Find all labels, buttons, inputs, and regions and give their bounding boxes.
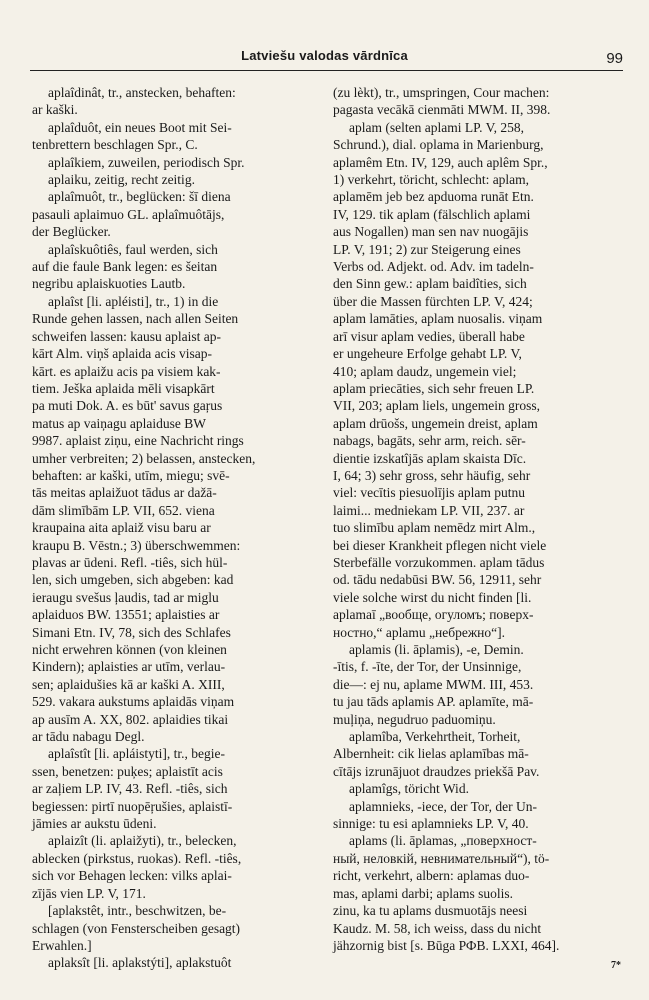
text-line: tiem. Ješka aplaida mēli visapkārt (32, 380, 215, 396)
right-column (333, 84, 621, 954)
text-line: viel: vecītis piesuolījis aplam putnu (333, 485, 525, 501)
text-line: LP. V, 191; 2) zur Steigerung eines (333, 241, 521, 257)
text-line: 1) verkehrt, töricht, schlecht: aplam, (333, 172, 530, 188)
text-line: aplaîmuôt, tr., beglücken: šī diena (48, 189, 231, 205)
text-line: 529. vakara aukstums aplaidās viņam (32, 694, 235, 710)
text-line: Sterbefälle vorzukommen. aplam tādus (333, 554, 545, 570)
text-line: (zu lèkt), tr., umspringen, Cour machen: (333, 85, 550, 100)
text-line: aplaîstît [li. apláistyti], tr., begie- (48, 746, 225, 762)
text-line: ный, неловкій, невнимательный“), tö- (333, 850, 550, 866)
text-line: len, sich umgeben, sich abgeben: kad (32, 572, 234, 588)
text-line: viele solche wirst du nicht finden [li. (333, 589, 532, 605)
text-line: er ungeheure Erfolge gehabt LP. V, (333, 346, 522, 362)
text-line: ностно,“ aplamu „небрежно“]. (333, 624, 506, 640)
text-line: dientie izskatîjās aplam skaista Dīc. (333, 450, 527, 466)
text-line: ar zaļiem LP. IV, 43. Refl. -tiês, sich (32, 781, 228, 797)
text-line: schlagen (von Fensterscheiben gesagt) (32, 920, 241, 936)
text-line: zījās vien LP. V, 171. (32, 885, 146, 901)
text-line: richt, verkehrt, albern: aplamas duo- (333, 868, 530, 884)
text-line: muļiņa, negudruo paduomiņu. (333, 711, 496, 727)
text-line: 9987. aplaist ziņu, eine Nachricht rings (32, 433, 244, 449)
text-line: dām slimībām LP. VII, 652. viena (32, 502, 215, 518)
text-line: behaften: ar kaški, utīm, miegu; svē- (32, 467, 230, 483)
text-line: ap ausīm A. XX, 802. aplaidies tikai (32, 711, 229, 727)
text-line: aplaîskuôtiês, faul werden, sich (48, 241, 218, 257)
header-rule (30, 70, 623, 71)
text-line: über die Massen fürchten LP. V, 424; (333, 293, 533, 309)
text-line: aus Nogallen) man sen nav nuogājis (333, 224, 529, 240)
text-line: jāmies ar aukstu ūdeni. (32, 816, 157, 832)
text-line: zinu, ka tu aplams dusmuotājs neesi (333, 903, 528, 919)
text-line: pasauli aplaimuo GL. aplaîmuôtājs, (32, 206, 225, 222)
text-line: od. tādu nedabūsi BW. 56, 12911, sehr (333, 572, 542, 588)
text-line: aplam priecāties, sich sehr freuen LP. (333, 380, 535, 396)
text-line: umher verbreiten; 2) belassen, anstecken, (32, 450, 256, 466)
text-line: ar tādu nabagu Degl. (32, 729, 145, 745)
text-line: aplaiduos BW. 13551; aplaisties ar (32, 607, 220, 623)
text-line: -ītis, f. -īte, der Tor, der Unsinnige, (333, 659, 522, 675)
text-line: tenbrettern beschlagen Spr., C. (32, 137, 198, 153)
text-line: aplam (selten aplami LP. V, 258, (349, 119, 524, 135)
text-line: schweifen lassen: kausu aplaist ap- (32, 328, 221, 344)
text-line: mas, aplami darbi; aplams suolis. (333, 885, 513, 901)
text-line: matus ap vaiņagu aplaiduse BW (32, 415, 206, 431)
text-line: VII, 203; aplam liels, ungemein gross, (333, 398, 540, 414)
text-line: aplaizît (li. aplaižyti), tr., belecken, (48, 833, 237, 849)
text-line: der Beglücker. (32, 224, 111, 240)
text-line: kraupu B. Vēstn.; 3) überschwemmen: (32, 537, 241, 553)
left-column (32, 84, 320, 972)
text-line: pagasta vecākā cienmāti MWM. II, 398. (333, 102, 551, 118)
text-line: die—: ej nu, aplame MWM. III, 453. (333, 676, 534, 692)
text-line: Kaudz. M. 58, ich weiss, dass du nicht (333, 920, 542, 936)
text-line: aplaksît [li. aplakstýti], aplakstuôt (48, 955, 232, 971)
text-line: ablecken (pirkstus, ruokas). Refl. -tiês, (32, 850, 242, 866)
text-line: cītājs izrunājuot draudzes priekšā Pav. (333, 763, 540, 779)
text-line: aplamnieks, -iece, der Tor, der Un- (349, 798, 537, 814)
text-line: aplamēm jeb bez apduoma runāt Etn. (333, 189, 534, 205)
text-line: jähzornig bist [s. Būga РФВ. LXXI, 464]. (333, 937, 560, 953)
text-line: sich vor Behagen lecken: vilks aplai- (32, 868, 232, 884)
text-line: laimi... medniekam LP. VII, 237. ar (333, 502, 525, 518)
text-line: bei dieser Krankheit pflegen nicht viele (333, 537, 547, 553)
text-line: ar kaški. (32, 102, 78, 118)
text-line: Albernheit: cik lielas aplamības mā- (333, 746, 529, 762)
text-line: aplamîba, Verkehrtheit, Torheit, (349, 729, 521, 745)
text-line: ieraugu svešus ļaudis, tad ar miglu (32, 589, 219, 605)
text-line: auf die faule Bank legen: es šeitan (32, 259, 218, 275)
text-line: aplams (li. āplamas, „поверхност- (349, 833, 537, 849)
text-line: Erwahlen.] (32, 937, 92, 953)
text-line: aplaîst [li. apléisti], tr., 1) in die (48, 293, 219, 309)
text-line: kārt. es aplaižu acis pa visiem kak- (32, 363, 221, 379)
text-line: tu jau tāds aplamis AP. aplamīte, mā- (333, 694, 534, 710)
text-line: aplam drūošs, ungemein dreist, aplam (333, 415, 538, 431)
text-line: tās meitas aplaižuot tādus ar dažā- (32, 485, 217, 501)
text-line: I, 64; 3) sehr gross, sehr häufig, sehr (333, 467, 531, 483)
text-line: plavas ar ūdeni. Refl. -tiês, sich hül- (32, 554, 228, 570)
text-line: aplaîduôt, ein neues Boot mit Sei- (48, 119, 232, 135)
text-line: 410; aplam daudz, ungemein viel; (333, 363, 517, 379)
signature-mark: 7* (611, 960, 621, 971)
text-line: aplaîkiem, zuweilen, periodisch Spr. (48, 154, 245, 170)
text-line: sinnige: tu esi aplamnieks LP. V, 40. (333, 816, 529, 832)
text-line: arī visur aplam vedies, überall habe (333, 328, 525, 344)
text-line: negribu aplaiskuoties Lautb. (32, 276, 186, 292)
text-line: aplamêm Etn. IV, 129, auch aplêm Spr., (333, 154, 548, 170)
text-line: tuo slimību aplam nemēdz mirt Alm., (333, 520, 536, 536)
text-line: aplamis (li. āplamis), -e, Demin. (349, 642, 524, 657)
text-line: begiessen: pirtī nuopēŗušies, aplaistī- (32, 798, 233, 814)
running-header-title: Latviešu valodas vārdnīca (241, 48, 408, 63)
text-line: kārt Alm. viņš aplaida acis visap- (32, 346, 212, 362)
text-line: aplamîgs, töricht Wid. (349, 781, 469, 797)
page-number: 99 (606, 50, 623, 67)
text-line: Schrund.), dial. oplama in Marienburg, (333, 137, 544, 153)
text-line: sen; aplaidušies kā ar kaški A. XIII, (32, 676, 225, 692)
text-line: nabags, bagāts, sehr arm, reich. sēr- (333, 433, 526, 449)
text-line: Simani Etn. IV, 78, sich des Schlafes (32, 624, 231, 640)
text-line: IV, 129. tik aplam (fälschlich aplami (333, 206, 531, 222)
text-line: pa muti Dok. A. es būt' savus gaŗus (32, 398, 223, 414)
text-line: Verbs od. Adjekt. od. Adv. im tadeln- (333, 259, 534, 275)
text-line: aplaiku, zeitig, recht zeitig. (48, 172, 195, 188)
text-line: nicht erwehren können (von kleinen (32, 642, 227, 657)
text-line: Kindern); aplaisties ar utīm, verlau- (32, 659, 226, 675)
text-line: den Sinn gew.: aplam baidîties, sich (333, 276, 527, 292)
text-line: Runde gehen lassen, nach allen Seiten (32, 311, 239, 327)
text-line: kraupaina aita aplaiž visu baru ar (32, 520, 211, 536)
text-line: aplaîdinât, tr., anstecken, behaften: (48, 85, 236, 100)
text-line: aplamaī „вообще, огуломъ; поверх- (333, 607, 534, 623)
text-line: aplam lamāties, aplam nuosalis. viņam (333, 311, 543, 327)
text-line: [aplakstêt, intr., beschwitzen, be- (48, 903, 227, 919)
text-line: ssen, benetzen: puķes; aplaistīt acis (32, 763, 223, 779)
